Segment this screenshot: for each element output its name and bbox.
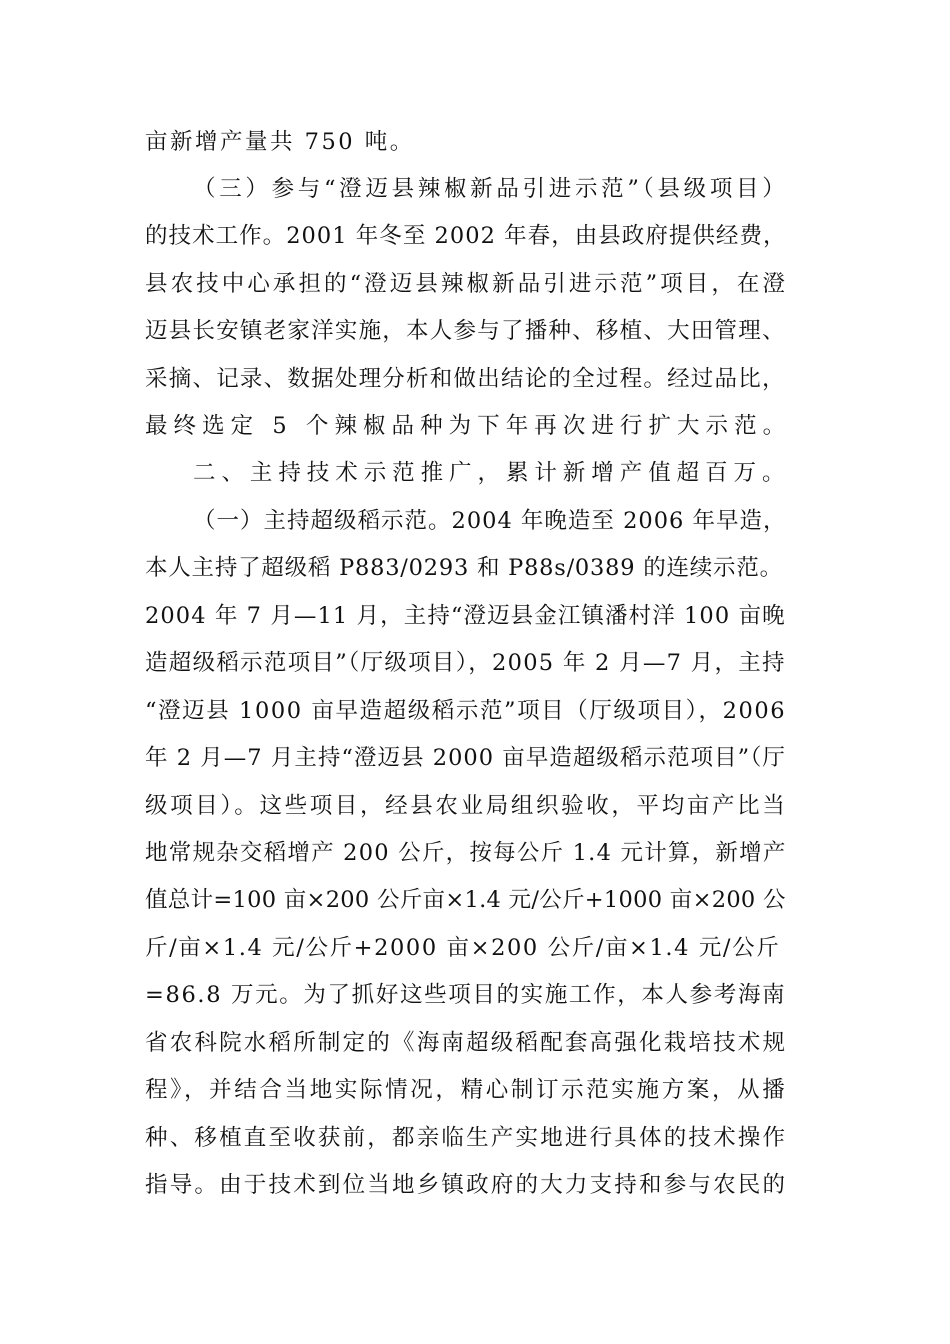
text-line-2: （三）参与“澄迈县辣椒新品引进示范”（县级项目）: [193, 176, 789, 202]
text-line-20: 省农科院水稻所制定的《海南超级稻配套高强化栽培技术规: [145, 1030, 788, 1056]
text-line-5: 迈县长安镇老家洋实施，本人参与了播种、移植、大田管理、: [145, 318, 786, 344]
text-line-18: 斤/亩×1.4 元/公斤+2000 亩×200 公斤/亩×1.4 元/公斤: [145, 935, 781, 961]
section-heading: 二、主持技术示范推广，累计新增产值超百万。: [193, 460, 791, 486]
text-line-15: 级项目）。这些项目，经县农业局组织验收，平均亩产比当: [145, 793, 788, 819]
text-line-10: 本人主持了超级稻 P883/0293 和 P88s/0389 的连续示范。: [145, 555, 783, 581]
text-line-6: 采摘、记录、数据处理分析和做出结论的全过程。经过品比，: [145, 366, 786, 392]
text-line-16: 地常规杂交稻增产 200 公斤，按每公斤 1.4 元计算，新增产: [145, 840, 787, 866]
text-line-12: 造超级稻示范项目”（厅级项目），2005 年 2 月—7 月，主持: [145, 650, 786, 676]
text-line-14: 年 2 月—7 月主持“澄迈县 2000 亩早造超级稻示范项目”（厅: [145, 745, 786, 771]
text-line-22: 种、移植直至收获前，都亲临生产实地进行具体的技术操作: [145, 1125, 788, 1151]
text-line-1: 亩新增产量共 750 吨。: [145, 129, 415, 155]
text-line-9: （一）主持超级稻示范。2004 年晚造至 2006 年早造，: [193, 508, 787, 534]
text-line-21: 程》，并结合当地实际情况，精心制订示范实施方案，从播: [145, 1077, 788, 1103]
text-line-13: “澄迈县 1000 亩早造超级稻示范”项目（厅级项目），2006: [145, 698, 787, 724]
text-line-17: 值总计=100 亩×200 公斤亩×1.4 元/公斤+1000 亩×200 公: [145, 887, 786, 913]
text-line-4: 县农技中心承担的“澄迈县辣椒新品引进示范”项目，在澄: [145, 271, 789, 297]
text-line-3: 的技术工作。2001 年冬至 2002 年春，由县政府提供经费，: [145, 223, 787, 249]
text-line-11: 2004 年 7 月—11 月，主持“澄迈县金江镇潘村洋 100 亩晚: [145, 603, 786, 629]
text-line-19: =86.8 万元。为了抓好这些项目的实施工作，本人参考海南: [145, 982, 787, 1008]
text-line-23: 指导。由于技术到位当地乡镇政府的大力支持和参与农民的: [145, 1172, 788, 1198]
text-line-7: 最终选定 5 个辣椒品种为下年再次进行扩大示范。: [145, 413, 792, 439]
